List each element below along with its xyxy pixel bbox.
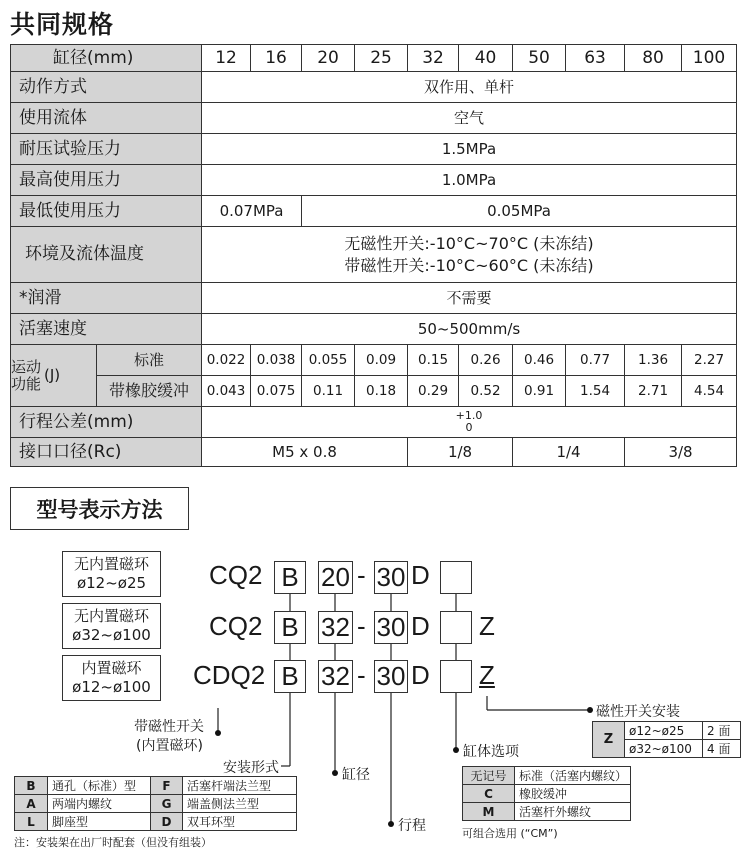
mount-desc: 端盖侧法兰型 [183, 795, 297, 813]
energy-cushion-cell: 0.075 [251, 376, 302, 407]
bore-label: 缸径(mm) [11, 45, 202, 72]
mount-desc: 两端内螺纹 [48, 795, 151, 813]
option-title: 缸体选项 [463, 744, 519, 760]
fluid-value: 空气 [202, 103, 737, 134]
energy-cushion-cell: 0.11 [302, 376, 355, 407]
code-prefix-2: CQ2 [209, 611, 263, 641]
option-key: M [463, 803, 515, 821]
proof-pressure-value: 1.5MPa [202, 134, 737, 165]
mount-desc: 脚座型 [48, 813, 151, 831]
tag-line: 无内置磁环 [73, 607, 149, 626]
mount-row [15, 795, 297, 813]
bore-16: 16 [251, 45, 302, 72]
bore-25: 25 [355, 45, 408, 72]
option-row [463, 767, 631, 785]
bore-box-1: 20 [318, 561, 353, 594]
proof-pressure-label: 耐压试验压力 [11, 134, 202, 165]
stroke-box-3: 30 [374, 660, 408, 693]
energy-std-cell: 0.77 [566, 345, 625, 376]
mount-key: D [151, 813, 183, 831]
mount-row [15, 813, 297, 831]
port-label: 接口口径(Rc) [11, 438, 202, 467]
dash-3: - [357, 660, 366, 690]
mount-box-2: B [274, 611, 306, 644]
stroke-box-1: 30 [374, 561, 408, 594]
mount-box-1: B [274, 561, 306, 594]
bore-title: 缸径 [342, 767, 370, 783]
bore-box-3: 32 [318, 660, 353, 693]
energy-std-cell: 0.038 [251, 345, 302, 376]
tolerance-plus: +1.0 [455, 408, 483, 422]
tag-no-magnet-large [62, 603, 161, 649]
mount-desc: 双耳环型 [183, 813, 297, 831]
option-table [462, 766, 631, 821]
energy-cushion-cell: 0.91 [513, 376, 566, 407]
temperature-label: 环境及流体温度 [11, 227, 202, 283]
spec-title: 共同规格 [10, 10, 115, 39]
z-3: Z [479, 660, 495, 690]
temp-no-switch: 无磁性开关:-10°C~70°C (未冻结) [344, 233, 594, 253]
energy-cushion-cell: 0.52 [459, 376, 513, 407]
dash-1: - [357, 560, 366, 590]
mount-key: G [151, 795, 183, 813]
tag-no-magnet-small [62, 551, 161, 597]
code-prefix-3: CDQ2 [193, 660, 266, 690]
bore-63: 63 [566, 45, 625, 72]
stroke-dot [388, 821, 394, 827]
mount-box-3: B [274, 660, 306, 693]
energy-std-cell: 1.36 [625, 345, 682, 376]
bore-32: 32 [408, 45, 459, 72]
speed-value: 50~500mm/s [202, 314, 737, 345]
d-1: D [411, 560, 430, 590]
energy-std-cell: 0.26 [459, 345, 513, 376]
port-1-8: 1/8 [408, 438, 513, 467]
energy-std-cell: 0.09 [355, 345, 408, 376]
port-1-4: 1/4 [513, 438, 625, 467]
magnet-note-2: (内置磁环) [136, 738, 203, 754]
switch-faces: 2 面 [703, 722, 741, 740]
energy-cushion-cell: 4.54 [682, 376, 737, 407]
switch-key: Z [593, 722, 625, 758]
tolerance-zero: 0 [465, 421, 473, 434]
bore-50: 50 [513, 45, 566, 72]
mount-key: L [15, 813, 48, 831]
switch-range: ø12~ø25 [625, 722, 703, 740]
lubrication-label: *润滑 [11, 283, 202, 314]
energy-cushion-cell: 0.18 [355, 376, 408, 407]
tag-line: ø32~ø100 [72, 626, 151, 644]
energy-std-cell: 0.46 [513, 345, 566, 376]
mount-key: F [151, 777, 183, 795]
min-pressure-large: 0.05MPa [302, 196, 737, 227]
tag-line: 无内置磁环 [73, 555, 149, 574]
option-key: 无记号 [463, 767, 515, 785]
tag-line: ø12~ø25 [76, 574, 147, 592]
energy-std-cell: 0.055 [302, 345, 355, 376]
mount-desc: 活塞杆端法兰型 [183, 777, 297, 795]
action-value: 双作用、单杆 [202, 72, 737, 103]
z-2: Z [479, 611, 495, 641]
port-3-8: 3/8 [625, 438, 737, 467]
bore-12: 12 [202, 45, 251, 72]
stroke-box-2: 30 [374, 611, 408, 644]
option-row [463, 785, 631, 803]
mount-desc: 通孔（标准）型 [48, 777, 151, 795]
energy-std-cell: 0.15 [408, 345, 459, 376]
speed-label: 活塞速度 [11, 314, 202, 345]
min-pressure-label: 最低使用压力 [11, 196, 202, 227]
option-note: 可组合选用 (“CM”) [462, 827, 558, 840]
stroke-title: 行程 [398, 818, 426, 834]
option-desc: 标准（活塞内螺纹） [515, 767, 631, 785]
energy-cushion-cell: 0.29 [408, 376, 459, 407]
option-box-3 [440, 660, 472, 693]
bore-80: 80 [625, 45, 682, 72]
bore-dot [332, 770, 338, 776]
dash-2: - [357, 611, 366, 641]
switch-title: 磁性开关安装 [596, 704, 680, 720]
max-pressure-label: 最高使用压力 [11, 165, 202, 196]
energy-std-cell: 0.022 [202, 345, 251, 376]
option-dot [453, 747, 459, 753]
bore-100: 100 [682, 45, 737, 72]
min-pressure-small: 0.07MPa [202, 196, 302, 227]
model-section-title: 型号表示方法 [10, 487, 189, 530]
port-m5: M5 x 0.8 [202, 438, 408, 467]
energy-cushion-cell: 1.54 [566, 376, 625, 407]
mount-key: B [15, 777, 48, 795]
magnet-dot [215, 730, 221, 736]
mount-key: A [15, 795, 48, 813]
energy-standard-label: 标准 [97, 345, 202, 376]
d-2 [411, 611, 430, 642]
kinetic-label-2: 功能 [11, 374, 42, 393]
max-pressure-value: 1.0MPa [202, 165, 737, 196]
bore-20: 20 [302, 45, 355, 72]
switch-range: ø32~ø100 [625, 740, 703, 758]
option-box-2 [440, 611, 472, 644]
switch-table [592, 721, 741, 758]
switch-dot [587, 707, 593, 713]
energy-cushion-cell: 2.71 [625, 376, 682, 407]
option-desc: 活塞杆外螺纹 [515, 803, 631, 821]
energy-cushion-label: 带橡胶缓冲 [97, 376, 202, 407]
code-prefix-1: CQ2 [209, 560, 263, 590]
energy-std-cell: 2.27 [682, 345, 737, 376]
mount-note: 注：安装架在出厂时配套（但没有组装） [14, 836, 212, 849]
temp-with-switch: 带磁性开关:-10°C~60°C (未冻结) [344, 255, 594, 275]
switch-faces: 4 面 [703, 740, 741, 758]
energy-cushion-cell: 0.043 [202, 376, 251, 407]
option-row [463, 803, 631, 821]
fluid-label: 使用流体 [11, 103, 202, 134]
tag-line: ø12~ø100 [72, 678, 151, 696]
bore-box-2: 32 [318, 611, 353, 644]
option-desc: 橡胶缓冲 [515, 785, 631, 803]
kinetic-unit: (J) [44, 366, 61, 385]
option-box-1 [440, 561, 472, 594]
lubrication-value: 不需要 [202, 283, 737, 314]
bore-40: 40 [459, 45, 513, 72]
mount-row [15, 777, 297, 795]
mount-table [14, 776, 297, 831]
d-letter: D [411, 611, 430, 641]
magnet-note-1: 带磁性开关 [134, 719, 204, 735]
d-3: D [411, 660, 430, 690]
tag-with-magnet [62, 655, 161, 701]
option-key: C [463, 785, 515, 803]
tolerance-label: 行程公差(mm) [11, 407, 202, 438]
mount-title: 安装形式 [223, 760, 279, 776]
kinetic-label-1: 运动 [11, 358, 42, 376]
tag-line: 内置磁环 [81, 659, 142, 678]
action-label: 动作方式 [11, 72, 202, 103]
